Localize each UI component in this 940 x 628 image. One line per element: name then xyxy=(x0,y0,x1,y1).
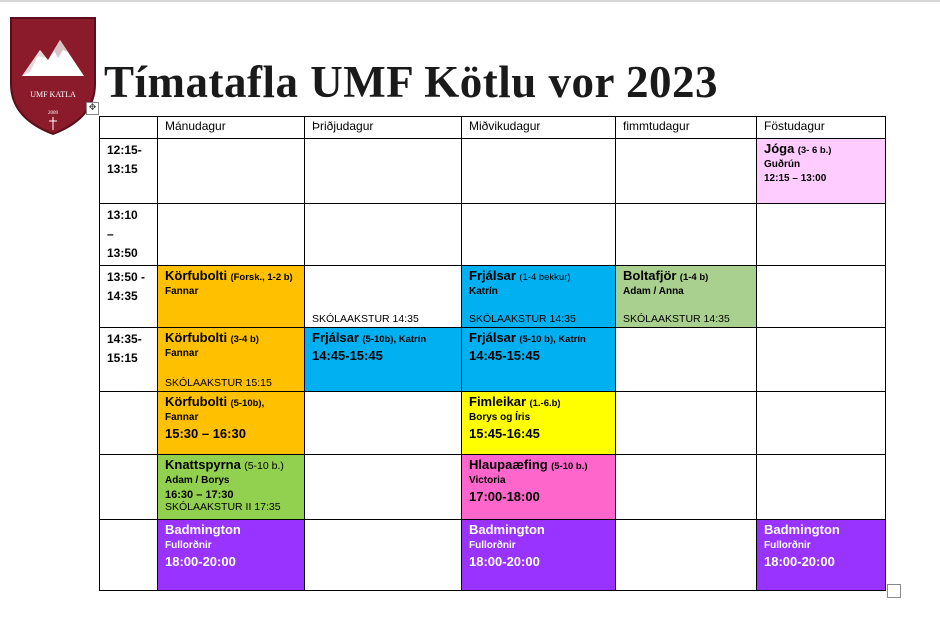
activity-cell-korfubolti xyxy=(158,392,305,455)
schedule-cell xyxy=(305,266,462,328)
activity-age: (5-10 b), Katrín xyxy=(519,334,586,345)
activity-age: (5-10 b.) xyxy=(244,460,284,472)
schedule-cell xyxy=(616,392,757,455)
activity-cell-hlaupaaefing xyxy=(462,455,616,520)
activity-coach: Katrín xyxy=(469,286,498,297)
schedule-cell xyxy=(757,392,886,455)
activity-cell-badmington xyxy=(158,520,305,591)
school-bus-note: SKÓLAAKSTUR 14:35 xyxy=(312,313,419,325)
activity-coach: Adam / Borys xyxy=(165,475,230,486)
move-icon[interactable]: ✥ xyxy=(86,102,99,115)
time-slot: 12:15- 13:15 xyxy=(100,139,158,204)
club-logo xyxy=(8,14,98,136)
table-row xyxy=(100,520,886,591)
activity-title: Frjálsar xyxy=(469,268,516,283)
activity-title: Hlaupaæfing xyxy=(469,457,548,472)
activity-time: 14:45-15:45 xyxy=(312,348,383,363)
table-row xyxy=(100,455,886,520)
activity-age: (5-10b), xyxy=(230,398,265,409)
top-border xyxy=(0,0,940,2)
activity-title: Knattspyrna xyxy=(165,457,241,472)
school-bus-note: SKÓLAAKSTUR II 17:35 xyxy=(165,501,281,513)
schedule-cell xyxy=(616,139,757,204)
activity-title: Badmington xyxy=(764,522,840,537)
activity-cell-joga xyxy=(757,139,886,204)
activity-cell-badmington xyxy=(462,520,616,591)
time-slot xyxy=(100,520,158,591)
activity-title: Badmington xyxy=(165,522,241,537)
day-header-monday: Mánudagur xyxy=(158,117,305,139)
activity-title: Boltafjör xyxy=(623,268,677,283)
schedule-cell xyxy=(462,139,616,204)
schedule-cell xyxy=(757,455,886,520)
time-slot xyxy=(100,455,158,520)
schedule-cell xyxy=(757,328,886,392)
activity-title: Jóga xyxy=(764,141,795,156)
activity-title: Frjálsar xyxy=(469,330,516,345)
activity-coach: Borys og Íris xyxy=(469,412,531,423)
school-bus-note: SKÓLAAKSTUR 15:15 xyxy=(165,377,272,389)
activity-coach: Adam / Anna xyxy=(623,286,684,297)
schedule-cell xyxy=(757,266,886,328)
table-row xyxy=(100,328,886,392)
activity-cell-boltafjor xyxy=(616,266,757,328)
schedule-cell xyxy=(158,204,305,266)
activity-cell-korfubolti xyxy=(158,266,305,328)
activity-cell-frjalsar xyxy=(462,266,616,328)
activity-age: (3-4 b) xyxy=(230,334,259,345)
activity-age: (3- 6 b.) xyxy=(797,145,832,156)
activity-time: 16:30 – 17:30 xyxy=(165,489,234,501)
activity-title: Körfubolti xyxy=(165,268,228,283)
logo-year: 2009 xyxy=(48,111,58,116)
activity-time: 15:30 – 16:30 xyxy=(165,426,246,441)
activity-coach: Fullorðnir xyxy=(469,540,516,551)
header-row xyxy=(100,117,886,139)
schedule-cell xyxy=(305,455,462,520)
activity-title: Frjálsar xyxy=(312,330,359,345)
activity-time: 17:00-18:00 xyxy=(469,489,540,504)
activity-age: (Forsk., 1-2 b) xyxy=(230,272,293,283)
table-row xyxy=(100,392,886,455)
table-row xyxy=(100,204,886,266)
activity-title: Fimleikar xyxy=(469,394,527,409)
day-header-tuesday: Þriðjudagur xyxy=(305,117,462,139)
activity-coach: Fannar xyxy=(165,412,199,423)
activity-time: 18:00-20:00 xyxy=(764,554,835,569)
activity-title: Körfubolti xyxy=(165,330,228,345)
schedule-cell xyxy=(305,392,462,455)
day-header-thursday: fimmtudagur xyxy=(616,117,757,139)
day-header-wednesday: Miðvikudagur xyxy=(462,117,616,139)
time-slot: 13:50 - 14:35 xyxy=(100,266,158,328)
school-bus-note: SKÓLAAKSTUR 14:35 xyxy=(469,313,576,325)
schedule-cell xyxy=(616,204,757,266)
day-header-friday: Föstudagur xyxy=(757,117,886,139)
schedule-cell xyxy=(757,204,886,266)
resize-handle-icon[interactable] xyxy=(887,584,901,598)
timetable xyxy=(99,116,886,591)
activity-cell-frjalsar xyxy=(305,328,462,392)
activity-cell-frjalsar xyxy=(462,328,616,392)
school-bus-note: SKÓLAAKSTUR 14:35 xyxy=(623,313,730,325)
schedule-cell xyxy=(616,455,757,520)
activity-cell-badmington xyxy=(757,520,886,591)
schedule-cell xyxy=(305,204,462,266)
time-slot xyxy=(100,392,158,455)
activity-title: Körfubolti xyxy=(165,394,228,409)
activity-coach: Fannar xyxy=(165,286,199,297)
corner-cell xyxy=(100,117,158,139)
activity-coach: Victoria xyxy=(469,475,506,486)
activity-title: Badmington xyxy=(469,522,545,537)
activity-coach: Fullorðnir xyxy=(165,540,212,551)
schedule-cell xyxy=(305,520,462,591)
logo-text: UMF KATLA xyxy=(30,90,76,99)
activity-coach: Fullorðnir xyxy=(764,540,811,551)
activity-time: 12:15 – 13:00 xyxy=(764,173,827,184)
schedule-cell xyxy=(158,139,305,204)
table-row xyxy=(100,266,886,328)
activity-age: (5-10 b.) xyxy=(551,461,588,472)
activity-age: (1.-6.b) xyxy=(529,398,561,409)
time-slot: 13:10 – 13:50 xyxy=(100,204,158,266)
schedule-cell xyxy=(616,328,757,392)
activity-time: 15:45-16:45 xyxy=(469,426,540,441)
activity-age: (1-4 bekkur) xyxy=(519,272,571,283)
schedule-cell xyxy=(305,139,462,204)
activity-coach: Guðrún xyxy=(764,159,801,170)
activity-time: 18:00-20:00 xyxy=(469,554,540,569)
activity-time: 18:00-20:00 xyxy=(165,554,236,569)
activity-coach: Fannar xyxy=(165,348,199,359)
activity-cell-knattspyrna xyxy=(158,455,305,520)
schedule-cell xyxy=(462,204,616,266)
schedule-cell xyxy=(616,520,757,591)
table-row xyxy=(100,139,886,204)
activity-age: (1-4 b) xyxy=(679,272,709,283)
activity-age: (5-10b), Katrín xyxy=(362,334,427,345)
activity-cell-fimleikar xyxy=(462,392,616,455)
page-title: Tímatafla UMF Kötlu vor 2023 xyxy=(104,57,718,107)
activity-time: 14:45-15:45 xyxy=(469,348,540,363)
time-slot: 14:35- 15:15 xyxy=(100,328,158,392)
activity-cell-korfubolti xyxy=(158,328,305,392)
